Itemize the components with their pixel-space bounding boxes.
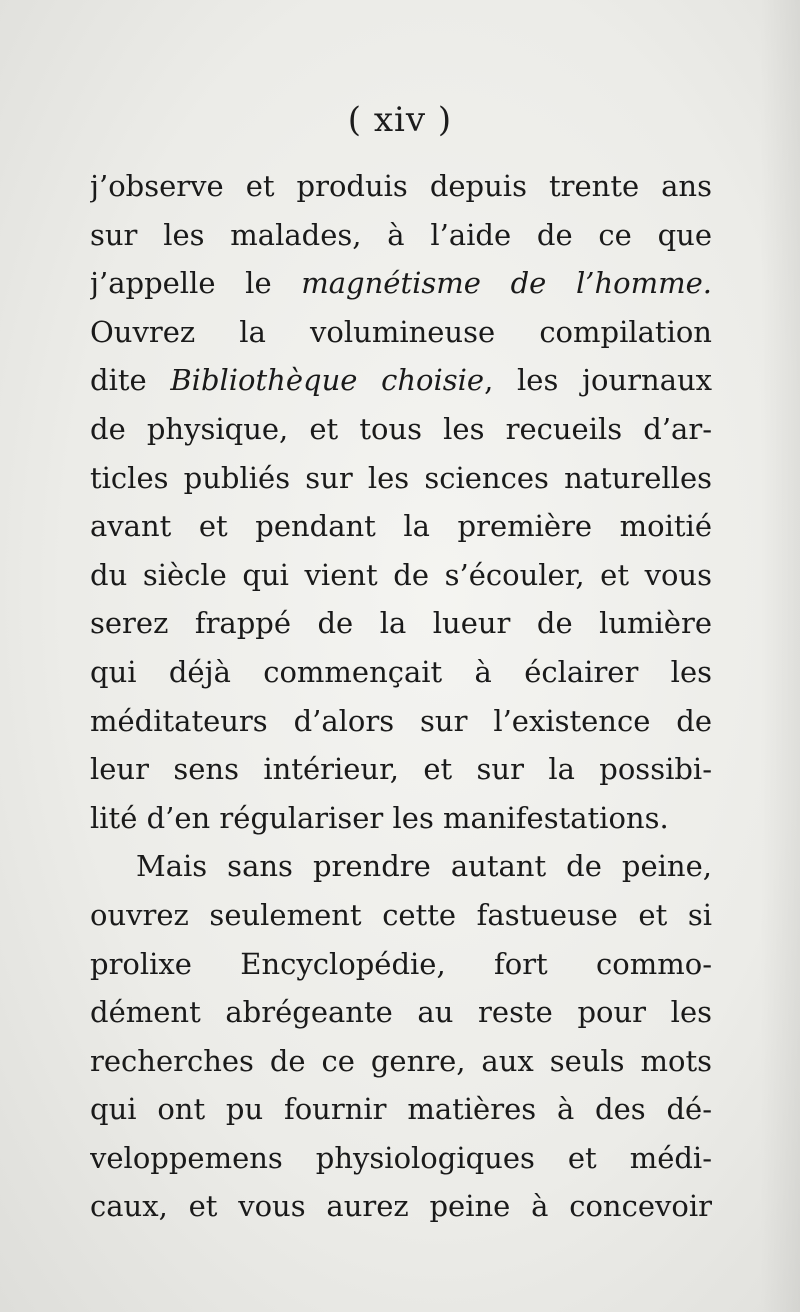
paragraph-start-line: Mais sans prendre autant de peine, — [136, 849, 712, 884]
italic-phrase: Bibliothèque choisie — [170, 363, 485, 398]
text-line: ouvrez seulement cette fastueuse et si — [90, 897, 712, 932]
text-line: Ouvrez la volumineuse compilation — [90, 314, 712, 349]
body-text — [90, 162, 712, 1231]
text-segment: , les journaux — [484, 363, 712, 398]
text-segment: dite — [90, 363, 171, 398]
text-line: méditateurs d’alors sur l’existence de — [90, 703, 712, 738]
text-line: de physique, et tous les recueils d’ar- — [90, 411, 712, 446]
text-line — [90, 259, 712, 308]
text-line: ticles publiés sur les sciences naturelles — [90, 460, 712, 495]
text-line — [90, 356, 712, 405]
text-line: prolixe Encyclopédie, fort commo- — [90, 946, 712, 981]
text-line: dément abrégeante au reste pour les — [90, 995, 712, 1030]
text-line: avant et pendant la première moitié — [90, 509, 712, 544]
italic-phrase: magnétisme de l’homme. — [301, 266, 712, 301]
text-line: j’observe et produis depuis trente ans — [90, 169, 712, 203]
text-line: qui déjà commençait à éclairer les — [90, 654, 712, 689]
text-line: veloppemens physiologiques et médi- — [90, 1140, 712, 1175]
text-line: lité d’en régulariser les manifestations. — [90, 800, 669, 835]
page-edge-shadow — [760, 0, 800, 1312]
text-line: recherches de ce genre, aux seuls mots — [90, 1043, 712, 1078]
text-line: du siècle qui vient de s’écouler, et vous — [90, 557, 712, 592]
page-number: ( xiv ) — [347, 100, 453, 140]
text-segment: j’appelle le — [90, 266, 302, 301]
text-line: serez frappé de la lueur de lumière — [90, 606, 712, 641]
text-line: qui ont pu fournir matières à des dé- — [90, 1092, 712, 1127]
text-line: leur sens intérieur, et sur la possibi- — [90, 752, 712, 787]
text-line: caux, et vous aurez peine à concevoir — [90, 1189, 712, 1224]
text-line: sur les malades, à l’aide de ce que — [90, 217, 712, 252]
